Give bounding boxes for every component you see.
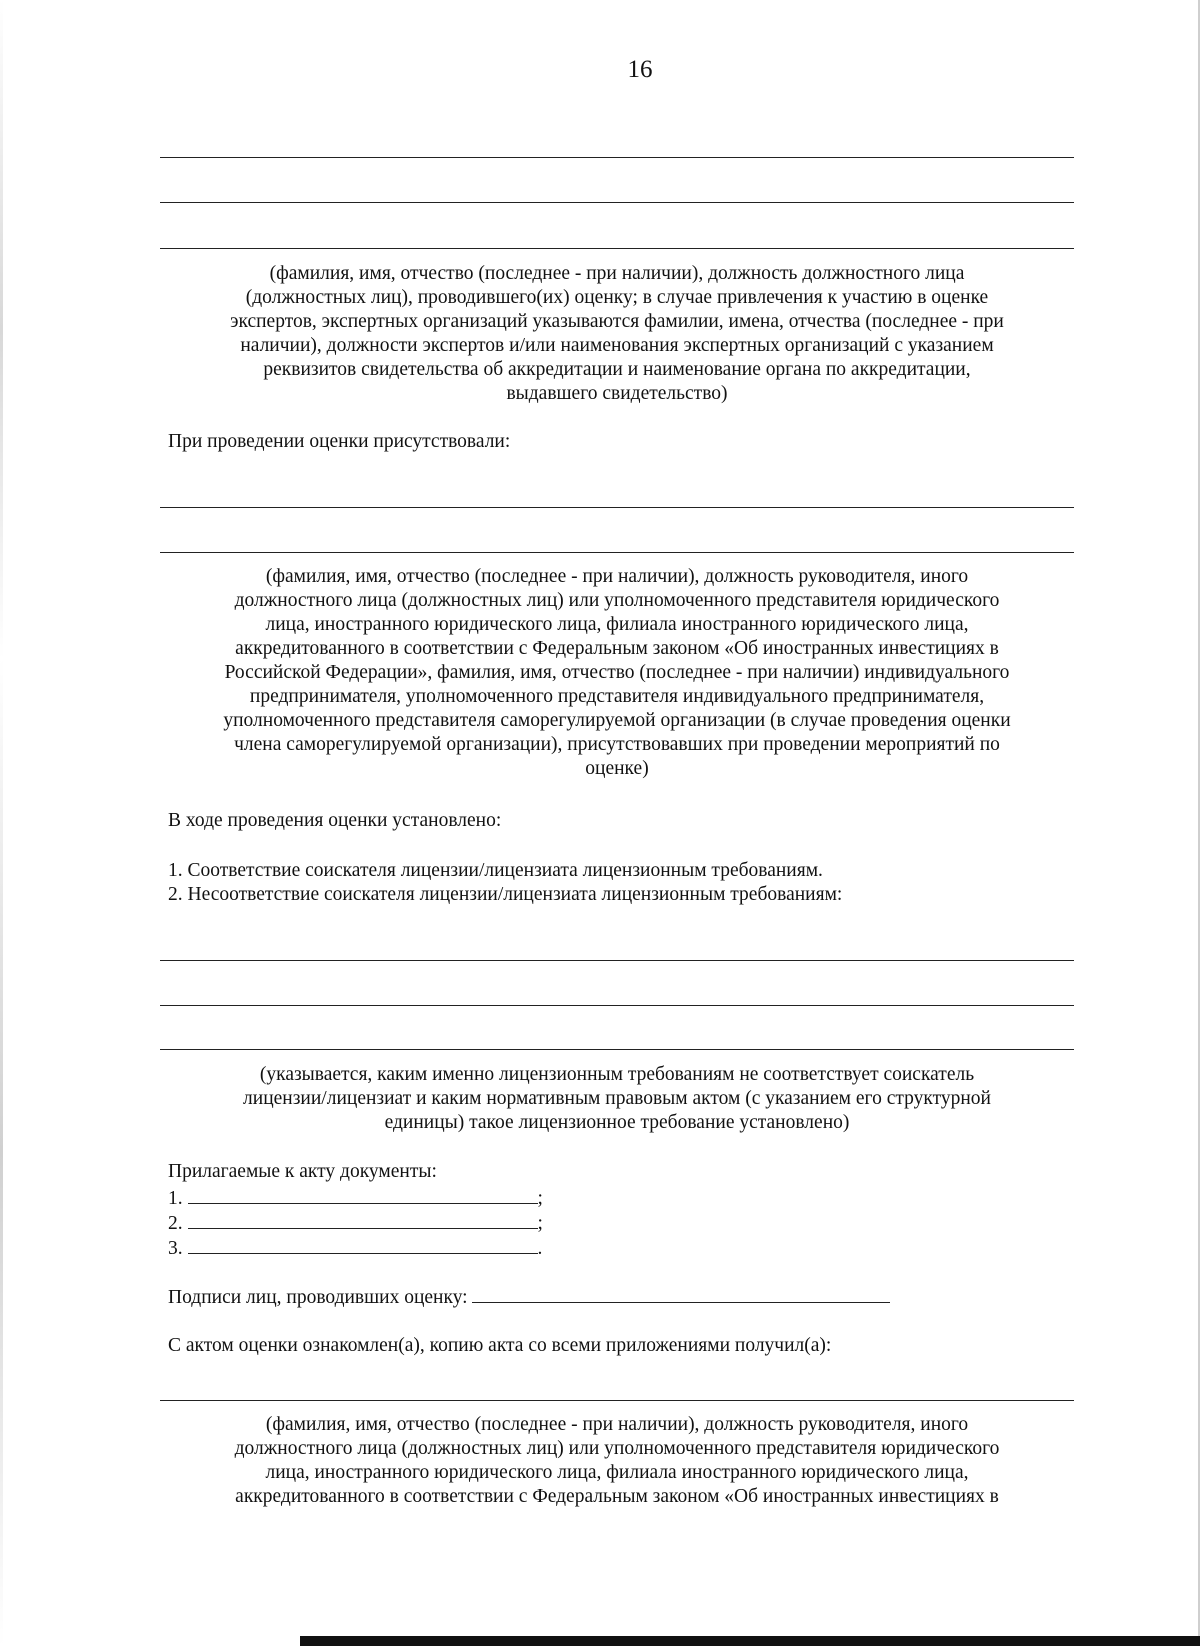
attachment-number: 2.	[168, 1213, 183, 1234]
examiners-caption	[160, 262, 1074, 406]
fill-line	[160, 960, 1074, 961]
caption-line: экспертов, экспертных организаций указываются фамилии, имена, отчества (последнее - при	[230, 311, 1004, 332]
fill-line	[160, 157, 1074, 158]
fill-line	[160, 1049, 1074, 1050]
caption-line: уполномоченного представителя саморегулируемой организации (в случае проведения оценки	[223, 710, 1011, 731]
finding-item-2: 2. Несоответствие соискателя лицензии/лицензиата лицензионным требованиям:	[168, 884, 843, 905]
attachment-end: ;	[537, 1188, 543, 1209]
scan-bottom-edge	[300, 1636, 1200, 1646]
scan-left-edge	[0, 0, 3, 1646]
caption-line: реквизитов свидетельства об аккредитации и наименование органа по аккредитации,	[263, 359, 971, 380]
caption-line: должностного лица (должностных лиц) или уполномоченного представителя юридического	[234, 1438, 1000, 1459]
findings-label: В ходе проведения оценки установлено:	[168, 810, 502, 831]
attachments-label: Прилагаемые к акту документы:	[168, 1161, 437, 1182]
present-caption	[160, 565, 1074, 781]
caption-line: аккредитованного в соответствии с Федеральным законом «Об иностранных инвестициях в	[235, 1486, 999, 1507]
caption-line: единицы) такое лицензионное требование установлено)	[384, 1112, 850, 1133]
page-number: 16	[627, 56, 653, 83]
attachment-item	[168, 1210, 543, 1236]
caption-line: (фамилия, имя, отчество (последнее - при наличии), должность руководителя, иного	[265, 566, 969, 587]
caption-line: лица, иностранного юридического лица, филиала иностранного юридического лица,	[265, 614, 969, 635]
attachment-blank	[188, 1210, 538, 1229]
present-label: При проведении оценки присутствовали:	[168, 431, 511, 452]
caption-line: аккредитованного в соответствии с Федеральным законом «Об иностранных инвестициях в	[235, 638, 999, 659]
caption-line: лица, иностранного юридического лица, филиала иностранного юридического лица,	[265, 1462, 969, 1483]
attachment-end: ;	[537, 1213, 543, 1234]
caption-line: должностного лица (должностных лиц) или уполномоченного представителя юридического	[234, 590, 1000, 611]
signature-blank	[472, 1284, 890, 1303]
attachment-item	[168, 1185, 543, 1211]
fill-line	[160, 202, 1074, 203]
attachment-blank	[188, 1235, 538, 1254]
attachment-number: 3.	[168, 1238, 183, 1259]
findings-caption	[160, 1063, 1074, 1135]
caption-line: наличии), должности экспертов и/или наименования экспертных организаций с указанием	[240, 335, 994, 356]
fill-line	[160, 248, 1074, 249]
caption-line: предпринимателя, уполномоченного представителя индивидуального предпринимателя,	[249, 686, 985, 707]
attachment-item	[168, 1235, 542, 1261]
attachment-end: .	[537, 1238, 543, 1259]
caption-line: (фамилия, имя, отчество (последнее - при наличии), должность должностного лица	[269, 263, 965, 284]
caption-line: оценке)	[585, 758, 649, 779]
acknowledged-label: С актом оценки ознакомлен(а), копию акта со всеми приложениями получил(а):	[168, 1335, 832, 1356]
acknowledged-caption	[160, 1413, 1074, 1509]
signatures-label: Подписи лиц, проводивших оценку:	[168, 1287, 468, 1308]
fill-line	[160, 552, 1074, 553]
caption-line: лицензии/лицензиат и каким нормативным правовым актом (с указанием его структурной	[243, 1088, 991, 1109]
fill-line	[160, 1005, 1074, 1006]
caption-line: (указывается, каким именно лицензионным требованиям не соответствует соискатель	[259, 1064, 975, 1085]
attachment-blank	[188, 1185, 538, 1204]
fill-line	[160, 507, 1074, 508]
caption-line: члена саморегулируемой организации), присутствовавших при проведении мероприятий по	[234, 734, 1000, 755]
fill-line	[160, 1400, 1074, 1401]
caption-line: выдавшего свидетельство)	[506, 383, 728, 404]
attachment-number: 1.	[168, 1188, 183, 1209]
caption-line: Российской Федерации», фамилия, имя, отчество (последнее - при наличии) индивидуального	[224, 662, 1010, 683]
caption-line: (фамилия, имя, отчество (последнее - при наличии), должность руководителя, иного	[265, 1414, 969, 1435]
signatures-line	[168, 1284, 890, 1310]
caption-line: (должностных лиц), проводившего(их) оценку; в случае привлечения к участию в оценке	[245, 287, 989, 308]
finding-item-1: 1. Соответствие соискателя лицензии/лицензиата лицензионным требованиям.	[168, 860, 823, 881]
